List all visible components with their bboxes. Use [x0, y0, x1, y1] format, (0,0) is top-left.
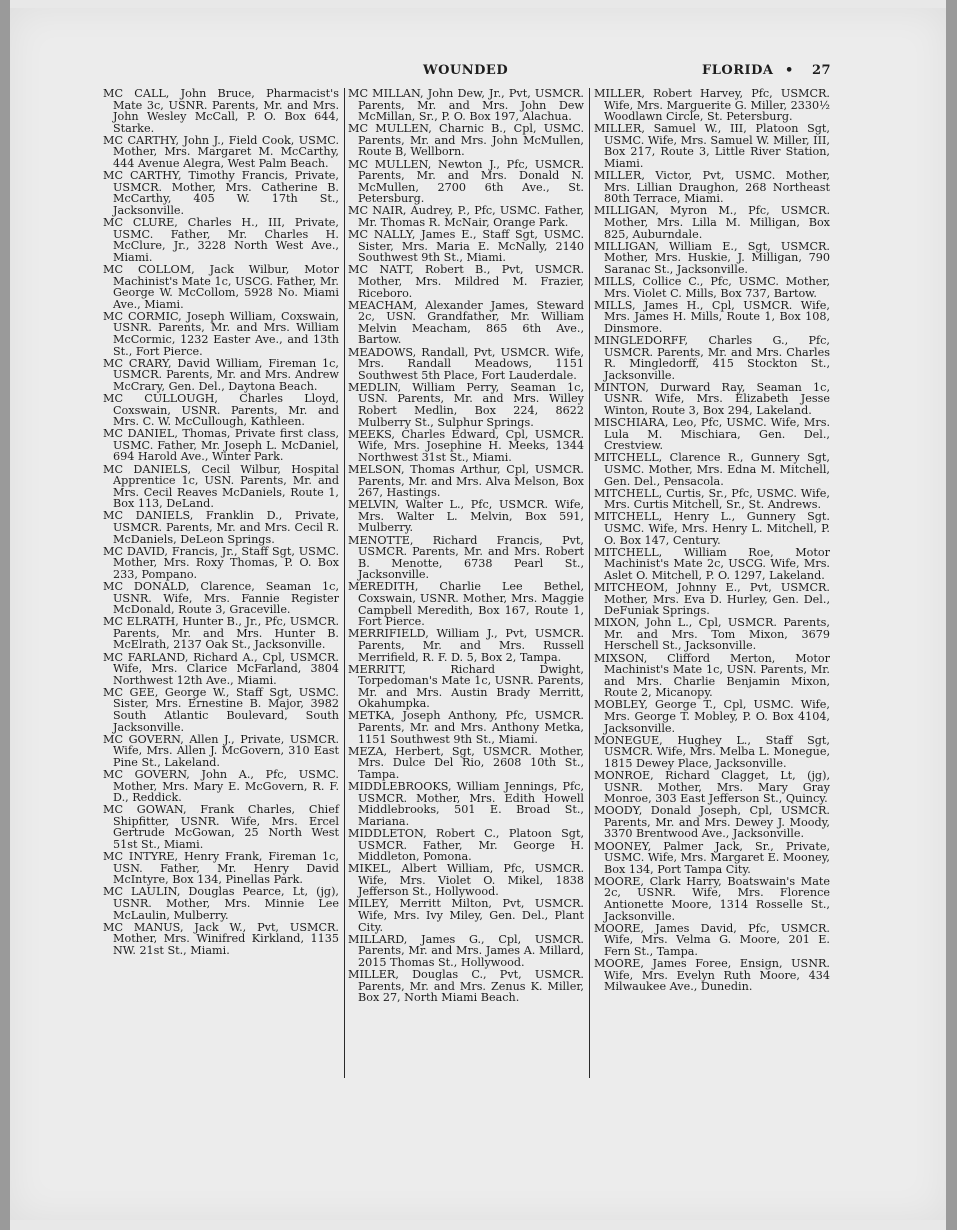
- column-rule: [589, 88, 590, 1078]
- page-title: WOUNDED: [423, 63, 509, 78]
- casualty-entry: MC CALL, John Bruce, Pharmacist's Mate 3c, USNR. Parents, Mr. and Mrs. John Wesley McCall, P. O. Box 644, Starke.: [103, 87, 339, 135]
- casualty-entry: MOONEY, Palmer Jack, Sr., Private, USMC. Wife, Mrs. Margaret E. Mooney, Box 134, Port Tampa City.: [594, 839, 830, 876]
- casualty-entry: MC COLLOM, Jack Wilbur, Motor Machinist's Mate 1c, USCG. Father, Mr. George W. McCollom, 5928 No. Miami Ave., Miami.: [103, 262, 339, 311]
- casualty-entry: MC CRARY, David William, Fireman 1c, USMCR. Parents, Mr. and Mrs. Andrew McCrary, Gen. Del., Daytona Beach.: [103, 356, 339, 393]
- casualty-entry: MOODY, Donald Joseph, Cpl, USMCR. Parents, Mr. and Mrs. Dewey J. Moody, 3370 Brentwood Ave., Jacksonville.: [594, 804, 830, 841]
- casualty-entry: MILLS, Collice C., Pfc, USMC. Mother, Mrs. Violet C. Mills, Box 737, Bartow.: [594, 275, 830, 300]
- page-header: [100, 63, 840, 81]
- casualty-entry: MITCHELL, William Roe, Motor Machinist's Mate 2c, USCG. Wife, Mrs. Aslet O. Mitchell, P. O. 1297, Lakeland.: [594, 545, 830, 582]
- casualty-entry: MC GOWAN, Frank Charles, Chief Shipfitter, USNR. Wife, Mrs. Ercel Gertrude McGowan, 25 North West 51st St., Miami.: [103, 803, 339, 851]
- casualty-entry: MISCHIARA, Leo, Pfc, USMC. Wife, Mrs. Lula M. Mischiara, Gen. Del., Crestview.: [594, 416, 830, 453]
- casualty-entry: MIDDLEBROOKS, William Jennings, Pfc, USMCR. Mother, Mrs. Edith Howell Middlebrooks, 501 E. Broad St., Mariana.: [348, 780, 584, 828]
- casualty-entry: MONEGUE, Hughey L., Staff Sgt, USMCR. Wife, Mrs. Melba L. Monegue, 1815 Dewey Place, Jacksonville.: [594, 733, 830, 770]
- casualty-entry: MILLIGAN, William E., Sgt, USMCR. Mother, Mrs. Huskie, J. Milligan, 790 Saranac St., Jacksonville.: [594, 239, 830, 276]
- casualty-entry: MC GEE, George W., Staff Sgt, USMC. Sister, Mrs. Ernestine B. Major, 3982 South Atlantic Boulevard, South Jacksonville.: [103, 685, 339, 734]
- casualty-entry: MC CORMIC, Joseph William, Coxswain, USNR. Parents, Mr. and Mrs. William McCormic, 1232 Easter Ave., and 13th St., Fort Pierce.: [103, 309, 339, 358]
- scan-edge-left: [0, 0, 10, 1230]
- column-rule: [344, 88, 345, 1078]
- casualty-entry: MEADOWS, Randall, Pvt, USMCR. Wife, Mrs. Randall Meadows, 1151 Southwest 5th Place, Fort Lauderdale.: [348, 345, 584, 382]
- casualty-entry: MOORE, James Foree, Ensign, USNR. Wife, Mrs. Evelyn Ruth Moore, 434 Milwaukee Ave., Dunedin.: [594, 956, 830, 994]
- column-3: [594, 88, 830, 993]
- casualty-entry: MC INTYRE, Henry Frank, Fireman 1c, USN. Father, Mr. Henry David McIntyre, Box 134, Pinellas Park.: [103, 850, 339, 887]
- casualty-entry: MOORE, Clark Harry, Boatswain's Mate 2c, USNR. Wife, Mrs. Florence Antionette Moore, 1314 Rosselle St., Jacksonville.: [594, 874, 830, 923]
- casualty-entry: MINTON, Durward Ray, Seaman 1c, USNR. Wife, Mrs. Elizabeth Jesse Winton, Route 3, Box 294, Lakeland.: [594, 380, 830, 418]
- casualty-entry: MILLER, Samuel W., III, Platoon Sgt, USMC. Wife, Mrs. Samuel W. Miller, III, Box 217, Route 3, Little River Station, Miami.: [594, 122, 830, 171]
- casualty-entry: MC DANIEL, Thomas, Private first class, USMC. Father, Mr. Joseph L. McDaniel, 694 Harold Ave., Winter Park.: [103, 427, 339, 464]
- casualty-entry: MENOTTE, Richard Francis, Pvt, USMCR. Parents, Mr. and Mrs. Robert B. Menotte, 6738 Pearl St., Jacksonville.: [348, 533, 584, 582]
- casualty-entry: MILLER, Victor, Pvt, USMC. Mother, Mrs. Lillian Draughon, 268 Northeast 80th Terrace, Miami.: [594, 169, 830, 206]
- casualty-entry: MC NALLY, James E., Staff Sgt, USMC. Sister, Mrs. Maria E. McNally, 2140 Southwest 9th St., Miami.: [348, 228, 584, 265]
- casualty-entry: MERRIFIELD, William J., Pvt, USMCR. Parents, Mr. and Mrs. Russell Merrifield, R. F. D. 5, Box 2, Tampa.: [348, 627, 584, 664]
- casualty-entry: MIDDLETON, Robert C., Platoon Sgt, USMCR. Father, Mr. George H. Middleton, Pomona.: [348, 826, 584, 864]
- casualty-entry: MC DAVID, Francis, Jr., Staff Sgt, USMC. Mother, Mrs. Roxy Thomas, P. O. Box 233, Pompano.: [103, 544, 339, 581]
- casualty-entry: MILLS, James H., Cpl, USMCR. Wife, Mrs. James H. Mills, Route 1, Box 108, Dinsmore.: [594, 298, 830, 335]
- casualty-entry: MEEKS, Charles Edward, Cpl, USMCR. Wife, Mrs. Josephine H. Meeks, 1344 Northwest 31st St., Miami.: [348, 427, 584, 464]
- column-1: [103, 88, 339, 957]
- state-name: FLORIDA: [702, 63, 774, 78]
- casualty-entry: MEDLIN, William Perry, Seaman 1c, USN. Parents, Mr. and Mrs. Willey Robert Medlin, Box 224, 8622 Mulberry St., Sulphur Springs.: [348, 380, 584, 429]
- casualty-entry: MC GOVERN, John A., Pfc, USMC. Mother, Mrs. Mary E. McGovern, R. F. D., Reddick.: [103, 767, 339, 805]
- casualty-entry: MC DANIELS, Franklin D., Private, USMCR. Parents, Mr. and Mrs. Cecil R. McDaniels, DeLeon Springs.: [103, 509, 339, 546]
- casualty-entry: MITCHEOM, Johnny E., Pvt, USMCR. Mother, Mrs. Eva D. Hurley, Gen. Del., DeFuniak Springs.: [594, 580, 830, 618]
- casualty-entry: MILLER, Robert Harvey, Pfc, USMCR. Wife, Mrs. Marguerite G. Miller, 2330½ Woodlawn Circle, St. Petersburg.: [594, 87, 830, 124]
- casualty-entry: MC NAIR, Audrey, P., Pfc, USMC. Father, Mr. Thomas R. McNair, Orange Park.: [348, 204, 584, 230]
- casualty-entry: MILLARD, James G., Cpl, USMCR. Parents, Mr. and Mrs. James A. Millard, 2015 Thomas St., Hollywood.: [348, 932, 584, 969]
- casualty-entry: MC CARTHY, Timothy Francis, Private, USMCR. Mother, Mrs. Catherine B. McCarthy, 405 W. 17th St., Jacksonville.: [103, 169, 339, 217]
- casualty-entry: MC MANUS, Jack W., Pvt, USMCR. Mother, Mrs. Winifred Kirkland, 1135 NW. 21st St., Miami.: [103, 920, 339, 957]
- casualty-entry: MELVIN, Walter L., Pfc, USMCR. Wife, Mrs. Walter L. Melvin, Box 591, Mulberry.: [348, 498, 584, 535]
- casualty-entry: MIXSON, Clifford Merton, Motor Machinist's Mate 1c, USN. Parents, Mr. and Mrs. Charlie Benjamin Mixon, Route 2, Micanopy.: [594, 651, 830, 700]
- casualty-entry: MEACHAM, Alexander James, Steward 2c, USN. Grandfather, Mr. William Melvin Meacham, 865 6th Ave., Bartow.: [348, 298, 584, 347]
- casualty-entry: MONROE, Richard Clagget, Lt, (jg), USNR. Mother, Mrs. Mary Gray Monroe, 303 East Jefferson St., Quincy.: [594, 768, 830, 806]
- casualty-entry: METKA, Joseph Anthony, Pfc, USMCR. Parents, Mr. and Mrs. Anthony Metka, 1151 Southwest 9th St., Miami.: [348, 709, 584, 746]
- casualty-entry: MILLIGAN, Myron M., Pfc, USMCR. Mother, Mrs. Lilla M. Milligan, Box 825, Auburndale.: [594, 204, 830, 241]
- casualty-entry: MITCHELL, Curtis, Sr., Pfc, USMC. Wife, Mrs. Curtis Mitchell, Sr., St. Andrews.: [594, 486, 830, 512]
- casualty-entry: MOORE, James David, Pfc, USMCR. Wife, Mrs. Velma G. Moore, 201 E. Fern St., Tampa.: [594, 921, 830, 958]
- casualty-entry: MC GOVERN, Allen J., Private, USMCR. Wife, Mrs. Allen J. McGovern, 310 East Pine St., Lakeland.: [103, 732, 339, 769]
- casualty-entry: MC DANIELS, Cecil Wilbur, Hospital Apprentice 1c, USN. Parents, Mr. and Mrs. Cecil Reaves McDaniels, Route 1, Box 113, DeLand.: [103, 462, 339, 511]
- casualty-entry: MITCHELL, Clarence R., Gunnery Sgt, USMC. Mother, Mrs. Edna M. Mitchell, Gen. Del., Pensacola.: [594, 451, 830, 488]
- casualty-entry: MC ELRATH, Hunter B., Jr., Pfc, USMCR. Parents, Mr. and Mrs. Hunter B. McElrath, 2137 Oak St., Jacksonville.: [103, 615, 339, 652]
- casualty-entry: MIXON, John L., Cpl, USMCR. Parents, Mr. and Mrs. Tom Mixon, 3679 Herschell St., Jacksonville.: [594, 616, 830, 653]
- casualty-entry: MOBLEY, George T., Cpl, USMC. Wife, Mrs. George T. Mobley, P. O. Box 4104, Jacksonville.: [594, 698, 830, 735]
- casualty-entry: MC MILLAN, John Dew, Jr., Pvt, USMCR. Parents, Mr. and Mrs. John Dew McMillan, Sr., P. O. Box 197, Alachua.: [348, 87, 584, 124]
- casualty-entry: MINGLEDORFF, Charles G., Pfc, USMCR. Parents, Mr. and Mrs. Charles R. Mingledorff, 415 Stockton St., Jacksonville.: [594, 333, 830, 382]
- casualty-entry: MC CARTHY, John J., Field Cook, USMC. Mother, Mrs. Margaret M. McCarthy, 444 Avenue Alegra, West Palm Beach.: [103, 133, 339, 171]
- column-2: [348, 88, 584, 1004]
- casualty-entry: MC FARLAND, Richard A., Cpl, USMCR. Wife, Mrs. Clarice McFarland, 3804 Northwest 12th Ave., Miami.: [103, 650, 339, 687]
- casualty-entry: MC MULLEN, Newton J., Pfc, USMCR. Parents, Mr. and Mrs. Donald N. McMullen, 2700 6th Ave., St. Petersburg.: [348, 157, 584, 206]
- casualty-entry: MC DONALD, Clarence, Seaman 1c, USNR. Wife, Mrs. Fannie Register McDonald, Route 3, Graceville.: [103, 579, 339, 617]
- casualty-entry: MERRITT, Richard Dwight, Torpedoman's Mate 1c, USNR. Parents, Mr. and Mrs. Austin Brady Merritt, Okahumpka.: [348, 662, 584, 711]
- casualty-entry: MC CLURE, Charles H., III, Private, USMC. Father, Mr. Charles H. McClure, Jr., 3228 North West Ave., Miami.: [103, 216, 339, 264]
- header-bullet: •: [785, 63, 794, 78]
- casualty-entry: MC LAULIN, Douglas Pearce, Lt, (jg), USNR. Mother, Mrs. Minnie Lee McLaulin, Mulberry.: [103, 885, 339, 922]
- casualty-entry: MIKEL, Albert William, Pfc, USMCR. Wife, Mrs. Violet O. Mikel, 1838 Jefferson St., Hollywood.: [348, 862, 584, 899]
- page-number: 27: [812, 63, 832, 78]
- casualty-entry: MELSON, Thomas Arthur, Cpl, USMCR. Parents, Mr. and Mrs. Alva Melson, Box 267, Hastings.: [348, 463, 584, 500]
- casualty-entry: MILLER, Douglas C., Pvt, USMCR. Parents, Mr. and Mrs. Zenus K. Miller, Box 27, North Miami Beach.: [348, 968, 584, 1005]
- casualty-entry: MC MULLEN, Charnic B., Cpl, USMC. Parents, Mr. and Mrs. John McMullen, Route B, Wellborn.: [348, 122, 584, 159]
- casualty-entry: MITCHELL, Henry L., Gunnery Sgt. USMC. Wife, Mrs. Henry L. Mitchell, P. O. Box 147, Century.: [594, 510, 830, 547]
- casualty-entry: MILEY, Merritt Milton, Pvt, USMCR. Wife, Mrs. Ivy Miley, Gen. Del., Plant City.: [348, 897, 584, 934]
- casualty-entry: MEREDITH, Charlie Lee Bethel, Coxswain, USNR. Mother, Mrs. Maggie Campbell Meredith, Box 167, Route 1, Fort Pierce.: [348, 580, 584, 629]
- casualty-entry: MC CULLOUGH, Charles Lloyd, Coxswain, USNR. Parents, Mr. and Mrs. C. W. McCullough, Kathleen.: [103, 391, 339, 429]
- casualty-entry: MC NATT, Robert B., Pvt, USMCR. Mother, Mrs. Mildred M. Frazier, Riceboro.: [348, 263, 584, 300]
- casualty-entry: MEZA, Herbert, Sgt, USMCR. Mother, Mrs. Dulce Del Rio, 2608 10th St., Tampa.: [348, 744, 584, 781]
- scan-edge-right: [946, 0, 957, 1230]
